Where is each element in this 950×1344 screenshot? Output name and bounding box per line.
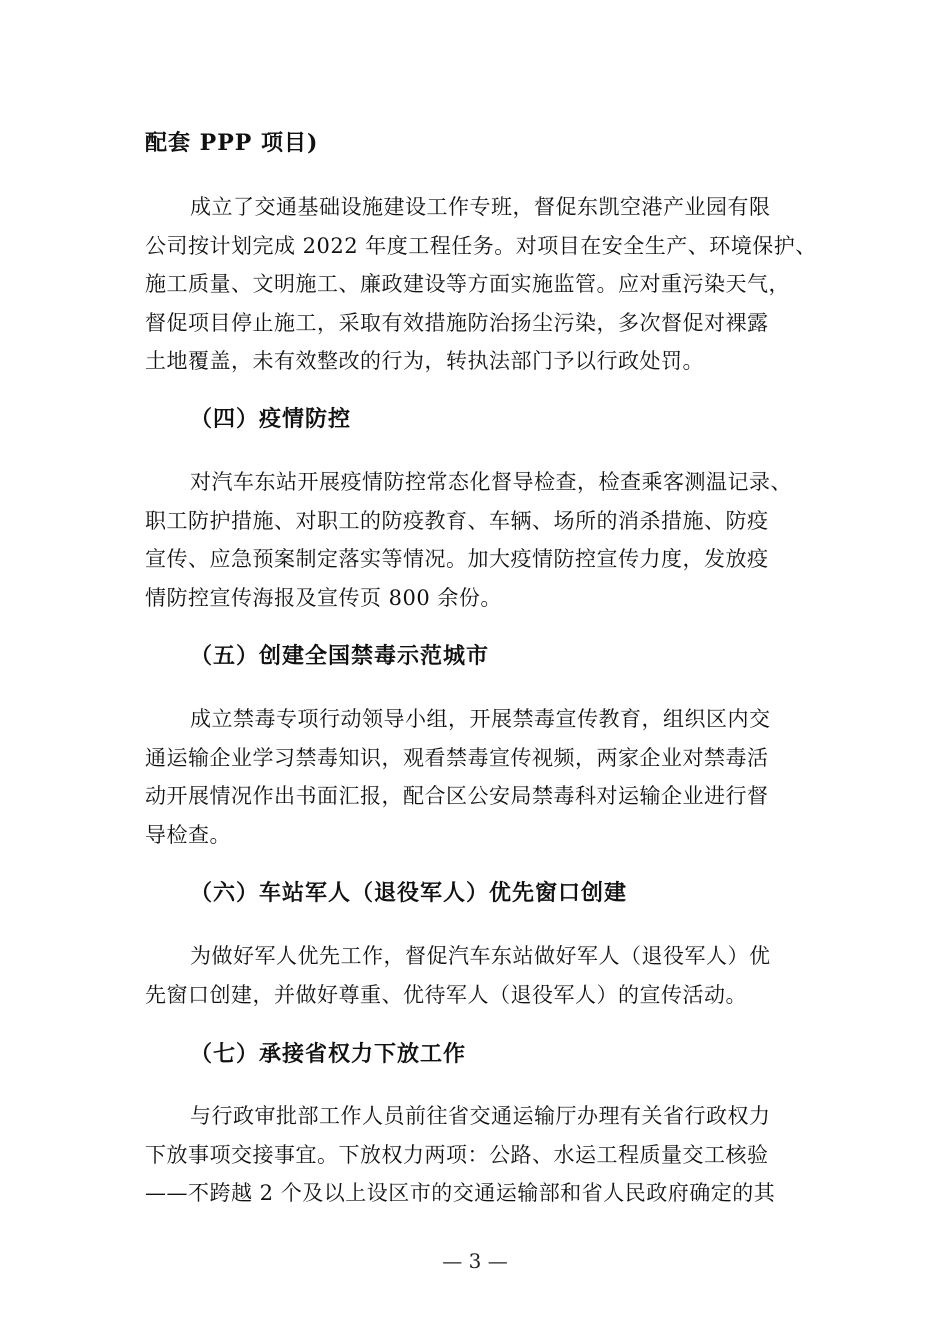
paragraph-line: 通运输企业学习禁毒知识，观看禁毒宣传视频，两家企业对禁毒活 (145, 746, 769, 770)
section-heading-power-delegation: （七）承接省权力下放工作 (190, 1041, 467, 1067)
paragraph-line: 动开展情况作出书面汇报，配合区公安局禁毒科对运输企业进行督 (145, 784, 769, 808)
section-heading-anti-drug-city: （五）创建全国禁毒示范城市 (190, 643, 490, 669)
paragraph-line: 成立禁毒专项行动领导小组，开展禁毒宣传教育，组织区内交 (190, 707, 771, 731)
paragraph-line: 职工防护措施、对职工的防疫教育、车辆、场所的消杀措施、防疫 (145, 509, 769, 533)
paragraph-line: 成立了交通基础设施建设工作专班，督促东凯空港产业园有限 (190, 195, 771, 219)
paragraph-line: 土地覆盖，未有效整改的行为，转执法部门予以行政处罚。 (145, 349, 704, 373)
paragraph-line: 督促项目停止施工，采取有效措施防治扬尘污染，多次督促对裸露 (145, 311, 769, 335)
paragraph-line: 与行政审批部工作人员前往省交通运输厅办理有关省行政权力 (190, 1104, 771, 1128)
paragraph-line: 施工质量、文明施工、廉政建设等方面实施监管。应对重污染天气， (145, 272, 790, 296)
paragraph-line: 对汽车东站开展疫情防控常态化督导检查，检查乘客测温记录、 (190, 470, 792, 494)
paragraph-line: 下放事项交接事宜。下放权力两项：公路、水运工程质量交工核验 (145, 1143, 769, 1167)
paragraph-line: ——不跨越 2 个及以上设区市的交通运输部和省人民政府确定的其 (145, 1181, 776, 1205)
paragraph-line: 情防控宣传海报及宣传页 800 余份。 (145, 586, 502, 610)
paragraph-line: 导检查。 (145, 823, 231, 847)
opening-heading: 配套 PPP 项目) (145, 130, 319, 156)
section-heading-epidemic-control: （四）疫情防控 (190, 406, 352, 432)
section-heading-military-priority: （六）车站军人（退役军人）优先窗口创建 (190, 880, 628, 906)
paragraph-line: 先窗口创建，并做好尊重、优待军人（退役军人）的宣传活动。 (145, 983, 747, 1007)
page-number: — 3 — (442, 1249, 508, 1273)
paragraph-line: 公司按计划完成 2022 年度工程任务。对项目在安全生产、环境保护、 (145, 234, 817, 258)
paragraph-line: 宣传、应急预案制定落实等情况。加大疫情防控宣传力度，发放疫 (145, 547, 769, 571)
paragraph-line: 为做好军人优先工作，督促汽车东站做好军人（退役军人）优 (190, 944, 771, 968)
